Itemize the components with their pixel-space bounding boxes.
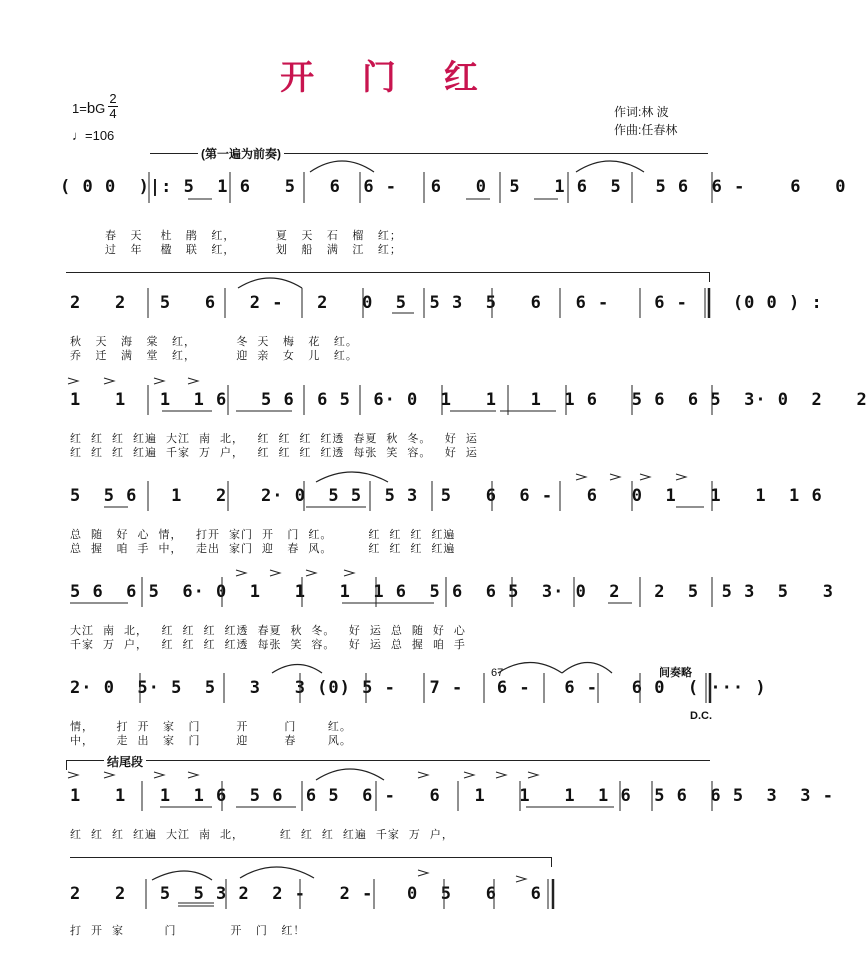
tie [316, 472, 388, 482]
score-row-4-lyrics-2: 总 握 咱 手 中， 走出 家门 迎 春 风。 红 红 红 红遍 [70, 542, 456, 555]
score-row-8-notes: 2 2 5 5 3 2 2 - 2 - 0 5 6 6 [70, 884, 542, 904]
score-row-5-lyrics-1: 大江 南 北， 红 红 红 红透 春夏 秋 冬。 好 运 总 随 好 心 [70, 624, 466, 637]
score-row-2-notes: 2 2 5 6 2 - 2 0 5 5 3 5 6 6 - 6 - (0 0 ) : [70, 293, 823, 313]
accent-mark [528, 772, 538, 778]
accent-mark [610, 474, 620, 480]
score-row-1-lyrics-2: 过 年 楹 联 红， 划 船 满 江 红； [60, 243, 402, 256]
accent-mark [418, 772, 428, 778]
score-row-4-lyrics-1: 总 随 好 心 情， 打开 家门 开 门 红。 红 红 红 红遍 [70, 528, 456, 541]
accent-mark [104, 378, 114, 384]
score-row-7-notes: 1 1 1 1 6 5 6 6 5 6 - 6 1 1 1 1 6 5 6 6 5 3 3 - [70, 786, 834, 806]
tie [152, 871, 212, 880]
accent-mark [68, 378, 78, 384]
accent-mark [154, 772, 164, 778]
score-row-1-lyrics-1: 春 天 杜 鹃 红， 夏 天 石 榴 红； [60, 229, 402, 242]
tie-placeholder [318, 181, 372, 192]
accent-mark [270, 570, 280, 576]
song-title: 开 门 红 [280, 58, 496, 98]
accent-mark [154, 378, 164, 384]
score-row-2-lyrics-2: 乔 迁 满 堂 红， 迎 亲 女 儿 红。 [70, 349, 358, 362]
score-row-1-notes: ( 0 0 )|: 5 1 6 5 6 6 - 6 0 5 1 6 5 5 6 6 - 6 0 [60, 177, 847, 197]
ties [152, 161, 644, 880]
tie [272, 665, 322, 674]
tie [562, 663, 612, 674]
accent-mark [464, 772, 474, 778]
meter-top: 2 [109, 91, 117, 106]
score-row-6-lyrics-1: 情， 打 开 家 门 开 门 红。 [70, 720, 352, 733]
tie [316, 769, 384, 780]
lyricist-credit: 作词:林 波 [614, 105, 669, 119]
flat-sign: b [86, 100, 96, 117]
score-row-3-lyrics-1: 红 红 红 红遍 大江 南 北， 红 红 红 红透 春夏 秋 冬。 好 运 [70, 432, 478, 445]
accent-mark [676, 474, 686, 480]
accent-mark [496, 772, 506, 778]
accent-mark [306, 570, 316, 576]
ending-label: 结尾段 [104, 753, 146, 770]
tie [498, 663, 562, 674]
score-row-4-notes: 5 5 6 1 2 2· 0 5 5 5 3 5 6 6 - 6 0 1 1 1 1 6 [70, 486, 823, 506]
score-row-6-notes: 2· 0 5· 5 5 3 3 (0) 5 - 7 - 6 - 6 - 6 0 ( ··· ) [70, 678, 767, 698]
score-row-8-lyrics-1: 打 开 家 门 开 门 红！ [70, 924, 306, 937]
composer-credit: 作曲:任春林 [614, 123, 678, 137]
accent-mark [188, 772, 198, 778]
score-row-2-lyrics-1: 秋 天 海 棠 红， 冬 天 梅 花 红。 [70, 335, 358, 348]
accent-mark [516, 876, 526, 882]
tie [576, 161, 644, 172]
tie [310, 161, 374, 172]
accent-mark [640, 474, 650, 480]
bar-marker-67: 67 [491, 667, 504, 679]
score-row-5-lyrics-2: 千家 万 户， 红 红 红 红透 每张 笑 容。 好 运 总 握 咱 手 [70, 638, 466, 651]
score-row-6-lyrics-2: 中， 走 出 家 门 迎 春 风。 [70, 734, 352, 747]
barlines [140, 172, 712, 909]
score-row-3-lyrics-2: 红 红 红 红遍 千家 万 户， 红 红 红 红透 每张 笑 容。 好 运 [70, 446, 478, 459]
dc-mark: D.C. [690, 710, 712, 722]
intro-label: (第一遍为前奏) [198, 145, 284, 162]
underlines [70, 199, 704, 906]
quarter-note-icon: ♩ [72, 128, 85, 143]
accent-mark [68, 772, 78, 778]
accent-mark [418, 870, 428, 876]
tie [238, 278, 302, 288]
meter-bottom: 4 [109, 106, 117, 121]
accent-mark [188, 378, 198, 384]
accent-marks [68, 378, 686, 882]
accent-mark [344, 570, 354, 576]
accent-mark [576, 474, 586, 480]
accent-mark [236, 570, 246, 576]
score-row-7-lyrics-1: 红 红 红 红遍 大江 南 北， 红 红 红 红遍 千家 万 户， [70, 828, 454, 841]
interlude-label: 间奏略 [659, 667, 692, 679]
tempo-value: =106 [85, 128, 115, 143]
key-letter: G [95, 101, 106, 116]
accent-mark [104, 772, 114, 778]
score-row-5-notes: 5 6 6 5 6· 0 1 1 1 1 6 5 6 6 5 3· 0 2 2 5 5 3 5 3 [70, 582, 834, 602]
tonic-label: 1= [72, 101, 87, 116]
score-row-3-notes: 1 1 1 1 6 5 6 6 5 6· 0 1 1 1 1 6 5 6 6 5 3· 0 2 2 [70, 390, 868, 410]
tie [240, 867, 314, 878]
